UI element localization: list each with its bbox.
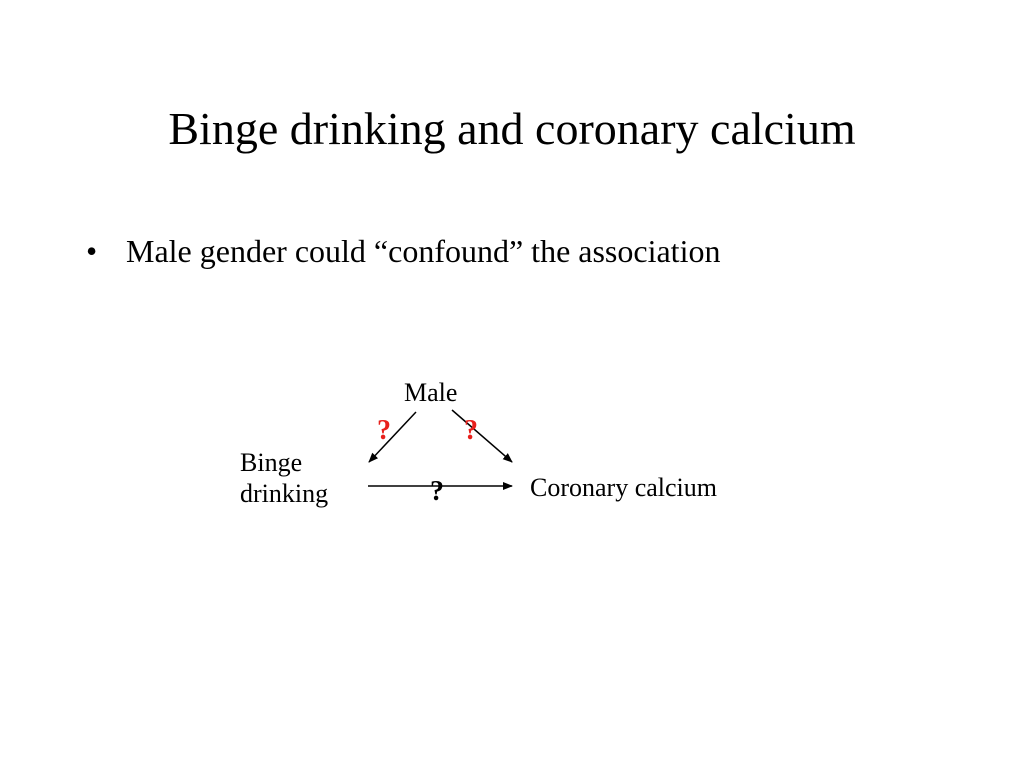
node-binge-line2: drinking [240,479,329,509]
node-binge-line1: Binge [240,448,303,477]
node-binge-drinking [240,447,328,509]
bullet-text: Male gender could “confound” the association [126,233,721,269]
node-male: Male [404,378,458,407]
slide-title: Binge drinking and coronary calcium [168,103,856,154]
question-mark-right: ? [464,415,478,446]
question-mark-left: ? [377,415,391,446]
arrow-male-to-coronary [452,410,512,462]
node-coronary-calcium: Coronary calcium [530,473,717,502]
question-mark-middle: ? [430,476,444,507]
bullet-dot: • [86,233,98,269]
